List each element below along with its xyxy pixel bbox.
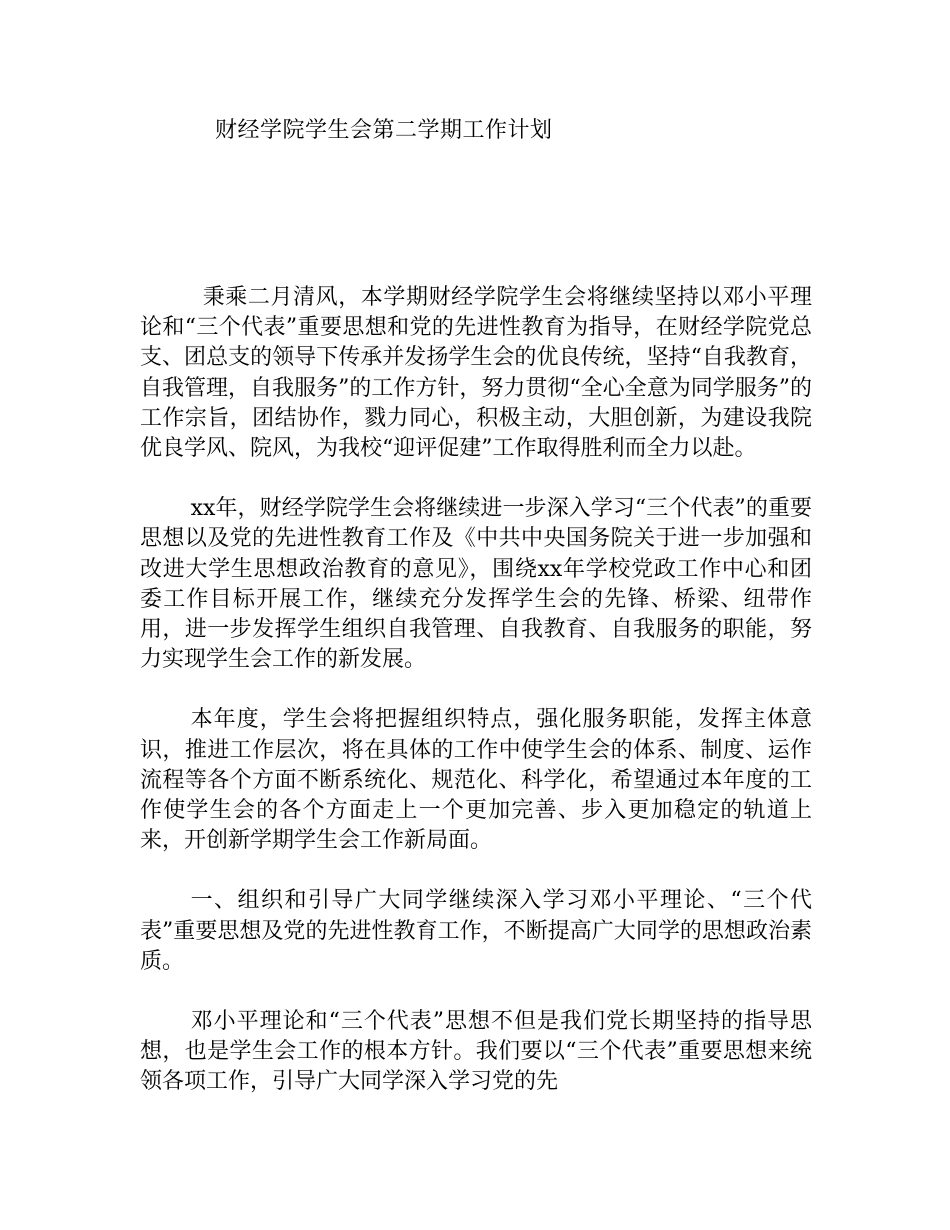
document-body [140,283,812,1128]
document-title: 财经学院学生会第二学期工作计划 [215,118,553,143]
paragraph-section-one-heading: 一、组织和引导广大同学继续深入学习邓小平理论、“三个代表”重要思想及党的先进性教育工作，不断提高广大同学的思想政治素质。 [140,888,812,974]
paragraph-this-year: 本年度，学生会将把握组织特点，强化服务职能，发挥主体意识，推进工作层次，将在具体的工作中使学生会的体系、制度、运作流程等各个方面不断系统化、规范化、科学化，希望通过本年度的工作使学生会的各个方面走上一个更加完善、步入更加稳定的轨道上来，开创新学期学生会工作新局面。 [140,707,812,854]
paragraph-annual-goals: xx年，财经学院学生会将继续进一步深入学习“三个代表”的重要思想以及党的先进性教育工作及《中共中央国务院关于进一步加强和改进大学生思想政治教育的意见》，围绕xx年学校党政工作中心和团委工作目标开展工作，继续充分发挥学生会的先锋、桥梁、纽带作用，进一步发挥学生组织自我管理、自我教育、自我服务的职能，努力实现学生会工作的新发展。 [140,496,812,673]
paragraph-section-one-body: 邓小平理论和“三个代表”思想不但是我们党长期坚持的指导思想，也是学生会工作的根本方针。我们要以“三个代表”重要思想来统领各项工作，引导广大同学深入学习党的先 [140,1009,812,1095]
paragraph-intro: 秉乘二月清风，本学期财经学院学生会将继续坚持以邓小平理论和“三个代表”重要思想和党的先进性教育为指导，在财经学院党总支、团总支的领导下传承并发扬学生会的优良传统，坚持“自我教育，自我管理，自我服务”的工作方针，努力贯彻“全心全意为同学服务”的工作宗旨，团结协作，戮力同心，积极主动，大胆创新，为建设我院优良学风、院风，为我校“迎评促建”工作取得胜利而全力以赴。 [140,285,812,462]
